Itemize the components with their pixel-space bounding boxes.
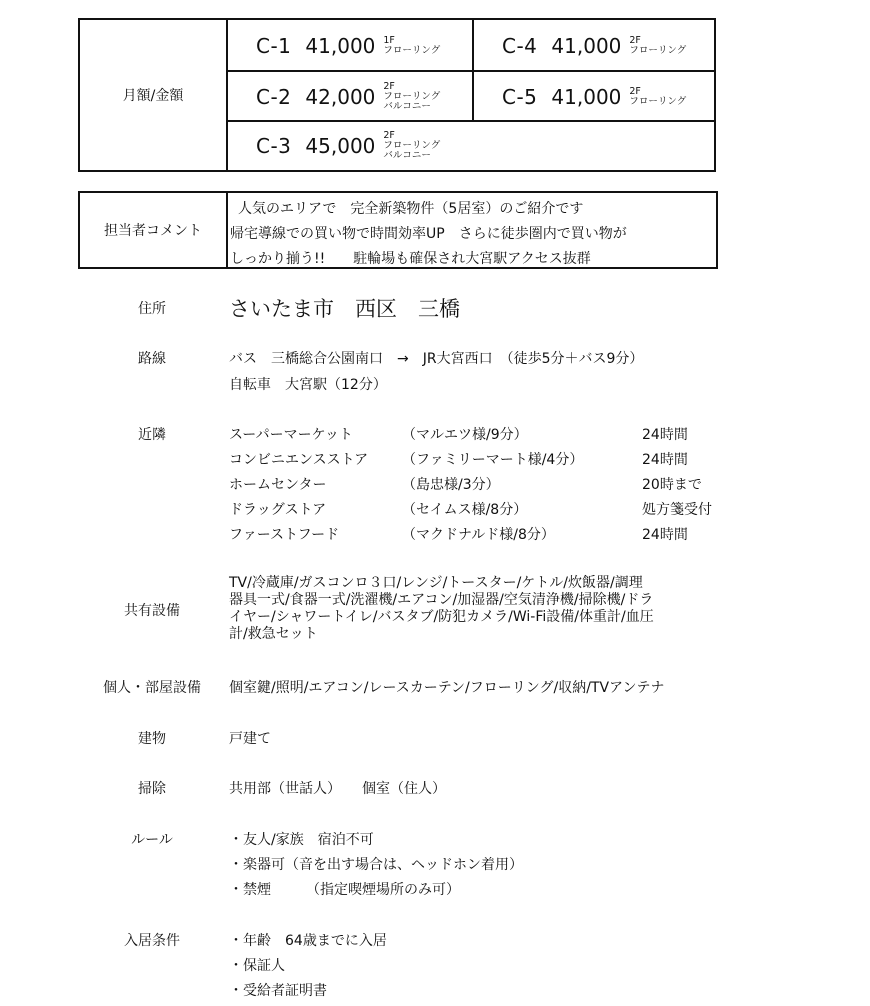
room-id: C-5: [502, 85, 538, 109]
shared-line: 器具一式/食器一式/洗濯機/エアコン/加湿器/空気清浄機/掃除機/ドラ: [229, 592, 654, 608]
price-cell-c2: [256, 72, 440, 122]
conditions-line: ・受給者証明書: [229, 983, 327, 999]
room-id: C-3: [256, 134, 292, 158]
room-price: 41,000: [551, 85, 622, 109]
nearby-hours: 24時間: [642, 427, 688, 443]
nearby-type: ホームセンター: [229, 477, 327, 493]
nearby-name: （ファミリーマート様/4分）: [402, 452, 584, 468]
room-feature: バルコニー: [383, 101, 431, 112]
room-id: C-2: [256, 85, 292, 109]
nearby-type: ファーストフード: [229, 527, 340, 543]
nearby-hours: 24時間: [642, 527, 688, 543]
rules-line: ・友人/家族 宿泊不可: [229, 832, 374, 848]
price-table-label: 月額/金額: [122, 88, 184, 104]
room-note: [629, 87, 686, 107]
room-feature: フローリング: [629, 45, 687, 56]
nearby-hours: 処方箋受付: [642, 502, 712, 518]
room-floor: 2F: [629, 35, 641, 46]
room-note: [383, 131, 440, 161]
room-note: [629, 36, 686, 56]
shared-line: TV/冷蔵庫/ガスコンロ３口/レンジ/トースター/ケトル/炊飯器/調理: [229, 575, 643, 591]
room-floor: 1F: [383, 35, 395, 46]
building-label: 建物: [138, 731, 166, 747]
room-floor: 2F: [629, 86, 641, 97]
room-feature: フローリング: [383, 140, 441, 151]
price-cell-c3: [256, 122, 440, 170]
room-id: C-4: [502, 34, 538, 58]
room-note: [383, 82, 440, 112]
cleaning-label: 掃除: [138, 781, 166, 797]
comment-label: 担当者コメント: [104, 223, 202, 239]
comment-table: [78, 191, 718, 269]
private-value: 個室鍵/照明/エアコン/レースカーテン/フローリング/収納/TVアンテナ: [229, 680, 665, 696]
room-price: 41,000: [305, 34, 376, 58]
nearby-name: （マクドナルド様/8分）: [402, 527, 555, 543]
nearby-type: スーパーマーケット: [229, 427, 353, 443]
rules-line: ・禁煙 （指定喫煙場所のみ可）: [229, 882, 460, 898]
comment-line: 帰宅導線での買い物で時間効率UP さらに徒歩圏内で買い物が: [230, 226, 627, 242]
private-label: 個人・部屋設備: [103, 680, 201, 696]
room-feature: バルコニー: [383, 150, 431, 161]
price-table: [78, 18, 716, 172]
room-price: 42,000: [305, 85, 376, 109]
price-cell-c1: [256, 20, 440, 72]
room-floor: 2F: [383, 81, 395, 92]
shared-value: [229, 575, 714, 643]
rules-line: ・楽器可（音を出す場合は、ヘッドホン着用）: [229, 857, 523, 873]
nearby-type: ドラッグストア: [229, 502, 327, 518]
nearby-name: （島忠様/3分）: [402, 477, 500, 493]
shared-label: 共有設備: [124, 603, 180, 619]
route-line: 自転車 大宮駅（12分）: [229, 377, 387, 393]
nearby-hours: 24時間: [642, 452, 688, 468]
room-feature: フローリング: [383, 91, 441, 102]
room-feature: フローリング: [383, 45, 441, 56]
address-label: 住所: [138, 301, 166, 317]
route-line: バス 三橋総合公園南口 → JR大宮西口 （徒歩5分＋バス9分）: [229, 351, 644, 367]
cleaning-value: 共用部（世話人） 個室（住人）: [229, 781, 446, 797]
nearby-hours: 20時まで: [642, 477, 702, 493]
room-floor: 2F: [383, 130, 395, 141]
comment-line: しっかり揃う!! 駐輪場も確保され大宮駅アクセス抜群: [230, 251, 591, 267]
room-note: [383, 36, 440, 56]
nearby-type: コンビニエンスストア: [229, 452, 369, 468]
shared-line: イヤー/シャワートイレ/バスタブ/防犯カメラ/Wi-Fi設備/体重計/血圧: [229, 609, 654, 625]
nearby-name: （セイムス様/8分）: [402, 502, 528, 518]
shared-line: 計/救急セット: [229, 626, 318, 642]
room-feature: フローリング: [629, 96, 687, 107]
comment-line: 人気のエリアで 完全新築物件（5居室）のご紹介です: [238, 201, 584, 217]
room-id: C-1: [256, 34, 292, 58]
nearby-label: 近隣: [138, 427, 166, 443]
address-value: さいたま市 西区 三橋: [229, 297, 460, 321]
room-price: 41,000: [551, 34, 622, 58]
price-cell-c5: [502, 72, 686, 122]
conditions-line: ・年齢 64歳までに入居: [229, 933, 387, 949]
conditions-line: ・保証人: [229, 958, 285, 974]
rules-label: ルール: [131, 832, 173, 848]
nearby-name: （マルエツ様/9分）: [402, 427, 528, 443]
conditions-label: 入居条件: [124, 933, 180, 949]
price-cell-c4: [502, 20, 686, 72]
room-price: 45,000: [305, 134, 376, 158]
route-label: 路線: [138, 351, 166, 367]
building-value: 戸建て: [229, 731, 271, 747]
